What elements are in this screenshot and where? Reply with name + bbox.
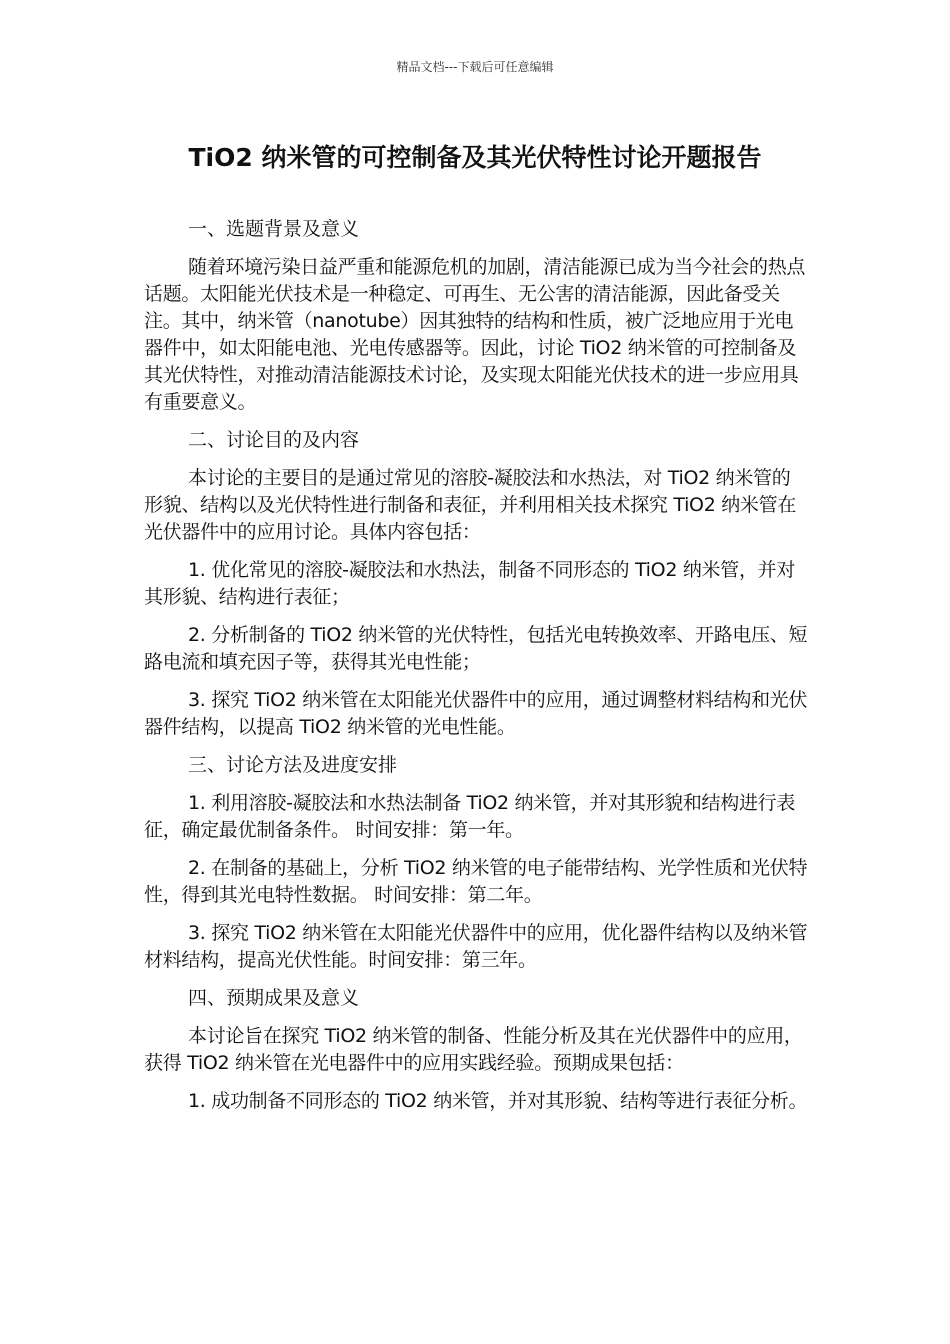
list-item-method-1: 1. 利用溶胶-凝胶法和水热法制备 TiO2 纳米管，并对其形貌和结构进行表征，确定最优制备条件。 时间安排：第一年。 (144, 792, 796, 841)
section-heading-background: 一、选题背景及意义 (188, 218, 360, 240)
paragraph-outcomes-intro: 本讨论旨在探究 TiO2 纳米管的制备、性能分析及其在光伏器件中的应用，获得 TiO2 纳米管在光电器件中的应用实践经验。预期成果包括： (144, 1025, 803, 1074)
list-item-method-3: 3. 探究 TiO2 纳米管在太阳能光伏器件中的应用，优化器件结构以及纳米管材料结构，提高光伏性能。时间安排：第三年。 (144, 922, 808, 971)
list-item-objective-1: 1. 优化常见的溶胶-凝胶法和水热法，制备不同形态的 TiO2 纳米管，并对其形貌、结构进行表征； (144, 559, 796, 608)
section-heading-outcomes: 四、预期成果及意义 (188, 987, 360, 1009)
list-item-objective-3: 3. 探究 TiO2 纳米管在太阳能光伏器件中的应用，通过调整材料结构和光伏器件结构，以提高 TiO2 纳米管的光电性能。 (144, 689, 808, 738)
list-item-method-2: 2. 在制备的基础上，分析 TiO2 纳米管的电子能带结构、光学性质和光伏特性，得到其光电特性数据。 时间安排：第二年。 (144, 857, 808, 906)
document-body (144, 216, 808, 1126)
header-note: 精品文档---下载后可任意编辑 (396, 60, 554, 74)
paragraph-background: 随着环境污染日益严重和能源危机的加剧，清洁能源已成为当今社会的热点话题。太阳能光伏技术是一种稳定、可再生、无公害的清洁能源，因此备受关注。其中，纳米管（nanotube）因其独特的结构和性质，被广泛地应用于光电器件中，如太阳能电池、光电传感器等。因此，讨论 TiO2 纳米管的可控制备及其光伏特性，对推动清洁能源技术讨论，及实现太阳能光伏技术的进一步应用具有重要意义。 (144, 256, 806, 413)
paragraph-objectives-intro: 本讨论的主要目的是通过常见的溶胶-凝胶法和水热法，对 TiO2 纳米管的形貌、结构以及光伏特性进行制备和表征，并利用相关技术探究 TiO2 纳米管在光伏器件中的应用讨论。具体内容包括： (144, 467, 797, 543)
section-heading-methods: 三、讨论方法及进度安排 (188, 754, 398, 776)
list-item-outcome-1: 1. 成功制备不同形态的 TiO2 纳米管，并对其形貌、结构等进行表征分析。 (188, 1090, 808, 1112)
section-heading-objectives: 二、讨论目的及内容 (188, 429, 360, 451)
document-title: TiO2 纳米管的可控制备及其光伏特性讨论开题报告 (188, 143, 762, 172)
list-item-objective-2: 2. 分析制备的 TiO2 纳米管的光伏特性，包括光电转换效率、开路电压、短路电流和填充因子等，获得其光电性能； (144, 624, 808, 673)
